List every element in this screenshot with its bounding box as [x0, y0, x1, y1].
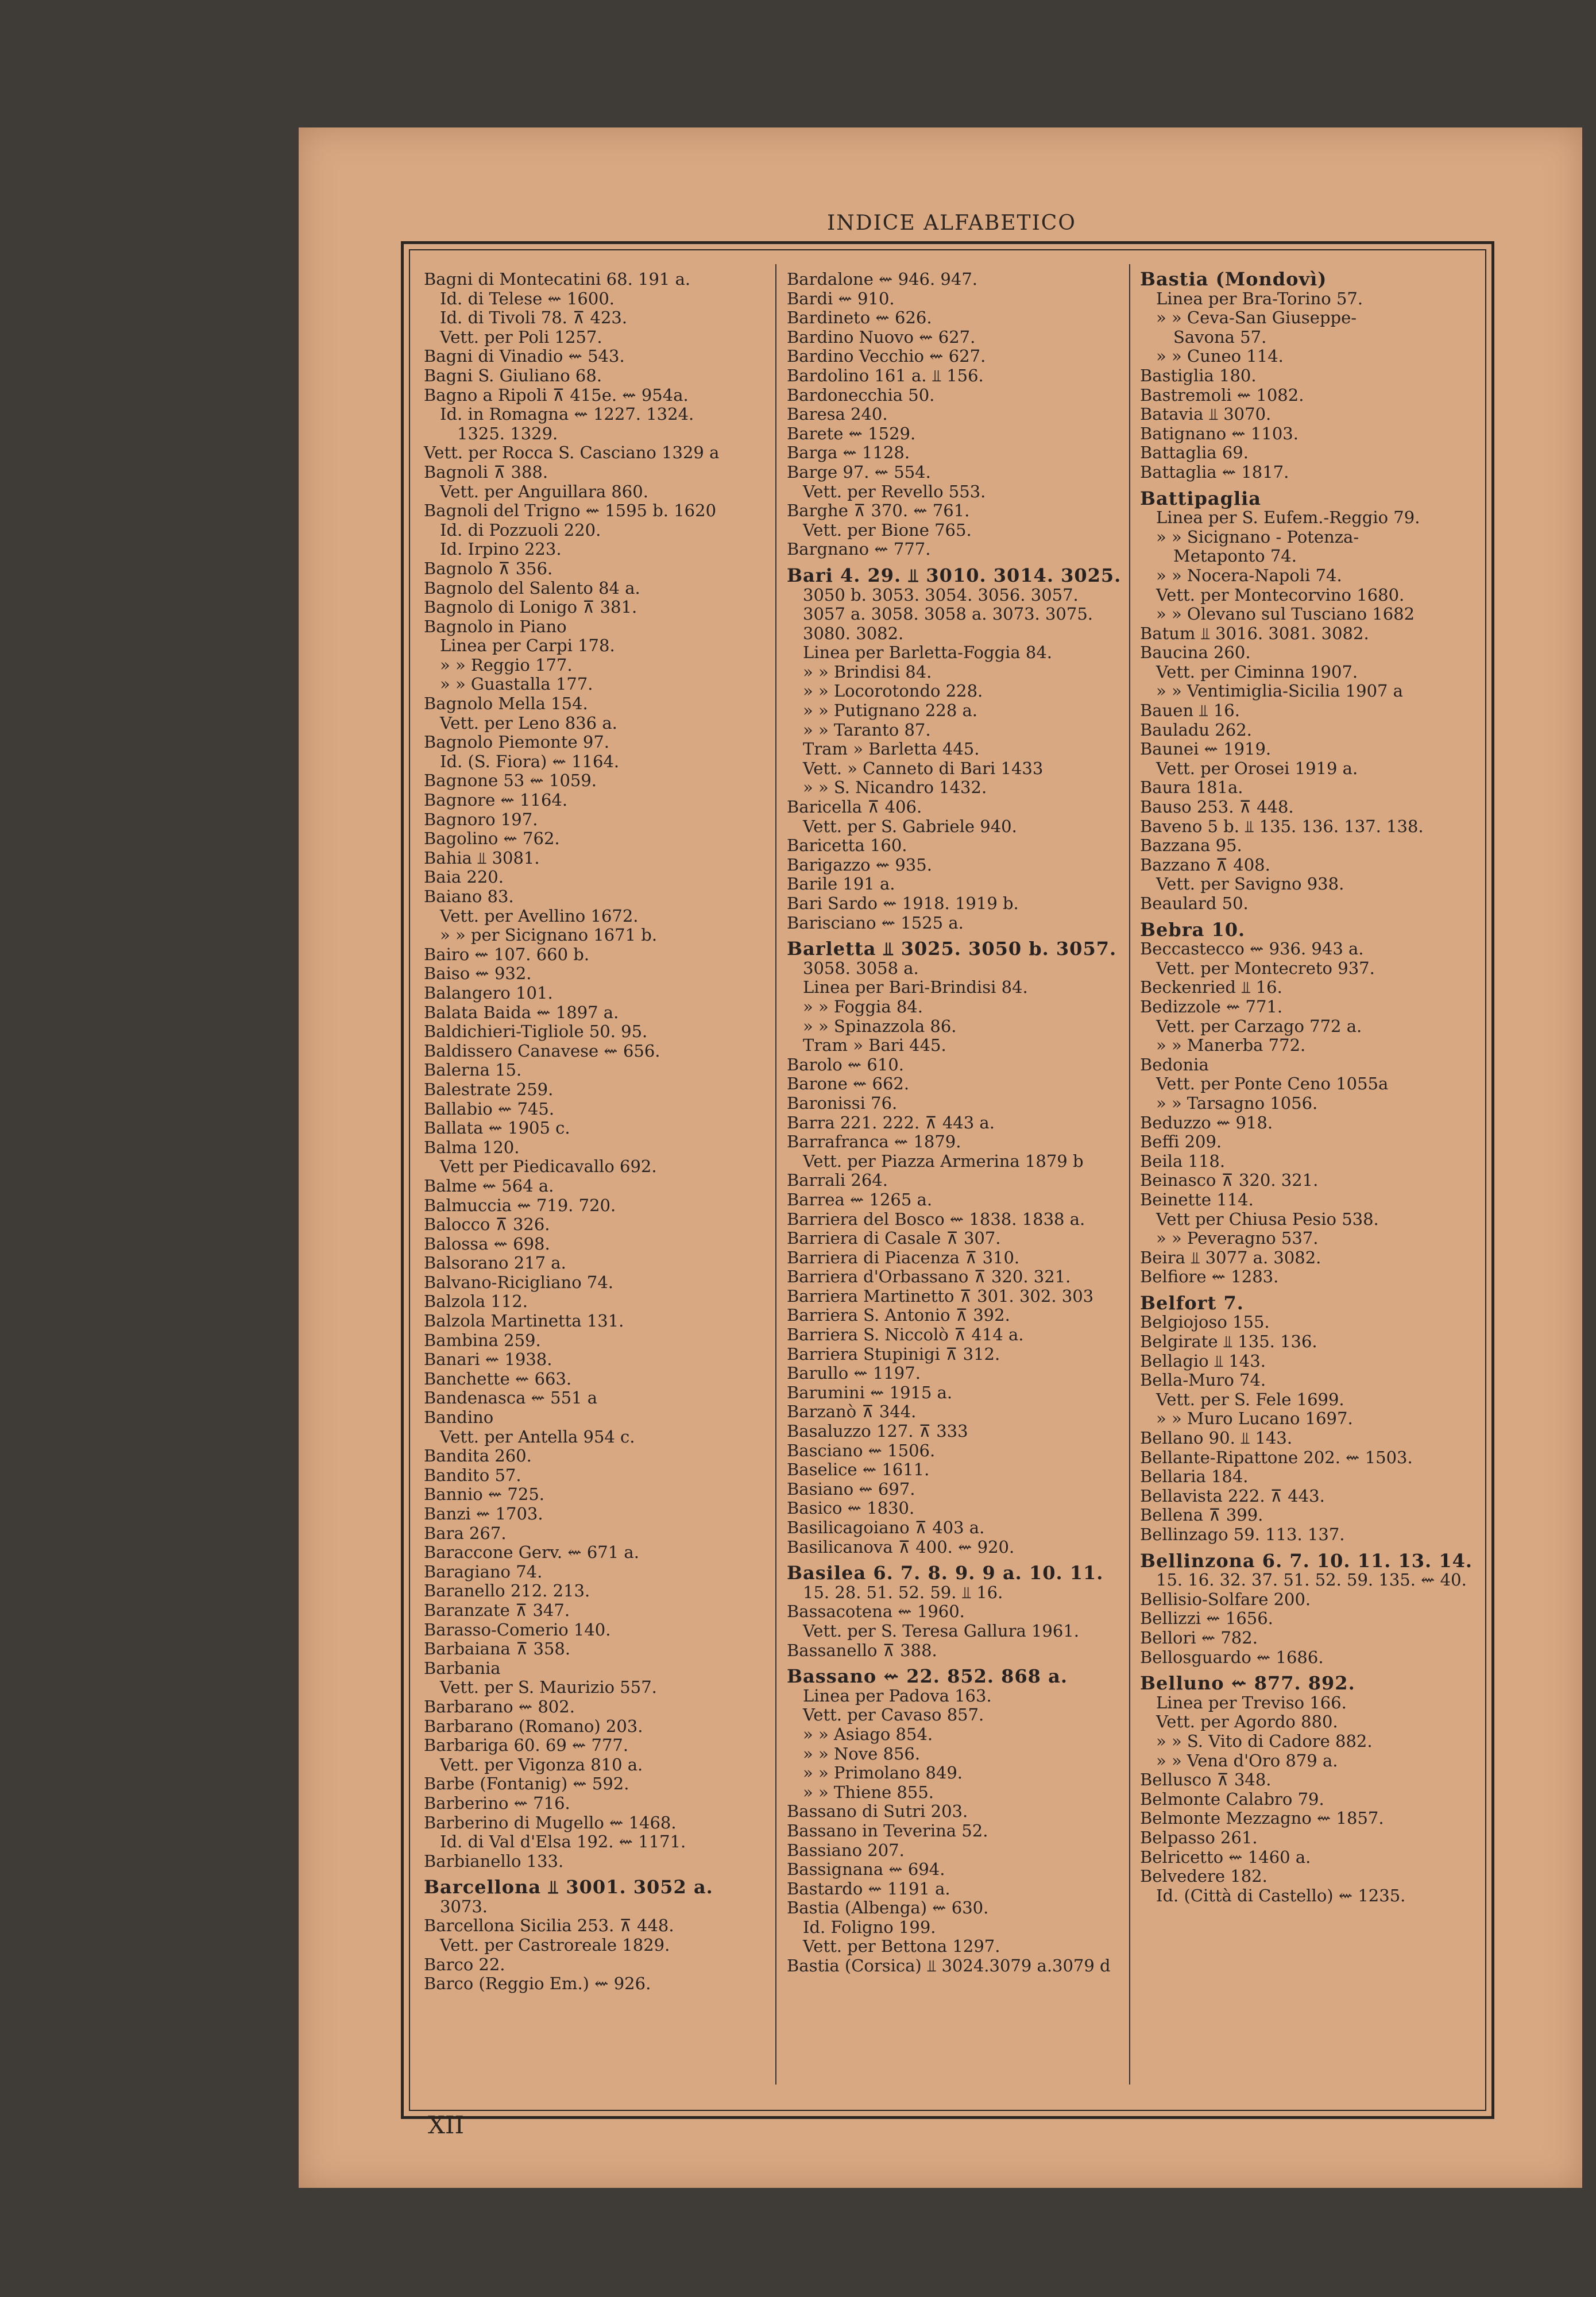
index-entry: Id. di Pozzuoli 220.: [440, 520, 601, 540]
index-entry: 3050 b. 3053. 3054. 3056. 3057.: [803, 585, 1079, 605]
index-entry: Balzola Martinetta 131.: [424, 1311, 624, 1331]
index-heading: Bassano ⇜ 22. 852. 868 a.: [787, 1665, 1068, 1688]
index-entry: Bellizzi ⇜ 1656.: [1140, 1608, 1273, 1629]
index-entry: Ballata ⇜ 1905 c.: [424, 1118, 570, 1138]
index-entry: Id. di Telese ⇜ 1600.: [440, 288, 615, 308]
index-entry: Bardolino 161 a. ⫫ 156.: [787, 365, 984, 385]
index-entry: Basico ⇜ 1830.: [787, 1498, 915, 1518]
index-entry: Bassano in Teverina 52.: [787, 1820, 988, 1840]
index-entry: Barigazzo ⇜ 935.: [787, 854, 932, 875]
index-entry: Bara 267.: [424, 1523, 507, 1543]
index-entry: Barasso-Comerio 140.: [424, 1619, 611, 1639]
index-entry: Barra 221. 222. ⊼ 443 a.: [787, 1112, 995, 1132]
index-entry: Bastardo ⇜ 1191 a.: [787, 1878, 950, 1898]
index-heading: Bellinzona 6. 7. 10. 11. 13. 14.: [1140, 1549, 1473, 1572]
index-entry: Barolo ⇜ 610.: [787, 1054, 904, 1074]
index-entry: Battaglia ⇜ 1817.: [1140, 462, 1289, 482]
index-entry: Barriera Martinetto ⊼ 301. 302. 303: [787, 1286, 1094, 1306]
index-entry: Bassiano 207.: [787, 1840, 905, 1860]
index-entry: 3080. 3082.: [803, 623, 904, 643]
index-entry: Linea per Carpi 178.: [440, 636, 615, 656]
index-entry: Beinette 114.: [1140, 1189, 1254, 1209]
index-entry: » » S. Vito di Cadore 882.: [1156, 1731, 1373, 1751]
index-entry: Banari ⇜ 1938.: [424, 1349, 552, 1370]
index-entry: Bellagio ⫫ 143.: [1140, 1351, 1266, 1371]
index-entry: Bandita 260.: [424, 1446, 532, 1466]
index-entry: 15. 28. 51. 52. 59. ⫫ 16.: [803, 1582, 1003, 1602]
index-entry: Barbariga 60. 69 ⇜ 777.: [424, 1735, 629, 1755]
index-entry: Baricella ⊼ 406.: [787, 797, 922, 817]
index-entry: » » S. Nicandro 1432.: [803, 778, 987, 798]
index-entry: Barga ⇜ 1128.: [787, 443, 910, 463]
index-entry: Bazzana 95.: [1140, 836, 1242, 856]
index-entry: Barbe (Fontanig) ⇜ 592.: [424, 1774, 629, 1794]
index-entry: » » Reggio 177.: [440, 655, 573, 675]
index-entry: Barriera di Piacenza ⊼ 310.: [787, 1247, 1020, 1267]
index-entry: Belmonte Mezzagno ⇜ 1857.: [1140, 1808, 1384, 1828]
index-entry: Barco (Reggio Em.) ⇜ 926.: [424, 1974, 651, 1994]
index-entry: Baranello 212. 213.: [424, 1581, 590, 1601]
index-entry: Barbarano ⇜ 802.: [424, 1696, 575, 1716]
index-entry: Bauen ⫫ 16.: [1140, 701, 1240, 721]
index-entry: Bagnore ⇜ 1164.: [424, 790, 568, 810]
index-heading: Barletta ⫫ 3025. 3050 b. 3057.: [787, 938, 1117, 960]
index-entry: Barbarano (Romano) 203.: [424, 1716, 643, 1736]
index-entry: Vett. per Savigno 938.: [1156, 874, 1344, 894]
index-entry: Bardalone ⇜ 946. 947.: [787, 269, 977, 289]
index-entry: Bagolino ⇜ 762.: [424, 829, 560, 849]
index-entry: 1325. 1329.: [457, 423, 558, 443]
index-entry: Balvano-Ricigliano 74.: [424, 1272, 613, 1292]
index-entry: Belmonte Calabro 79.: [1140, 1789, 1324, 1809]
index-entry: Basciano ⇜ 1506.: [787, 1440, 936, 1460]
index-entry: Bellena ⊼ 399.: [1140, 1505, 1263, 1525]
index-entry: Bassano di Sutri 203.: [787, 1801, 968, 1822]
index-entry: Balossa ⇜ 698.: [424, 1233, 550, 1254]
index-entry: Battaglia 69.: [1140, 443, 1249, 463]
index-entry: » » Primolano 849.: [803, 1763, 963, 1783]
index-entry: Baia 220.: [424, 867, 504, 887]
index-entry: Tram » Barletta 445.: [803, 739, 980, 759]
index-entry: Baranzate ⊼ 347.: [424, 1600, 570, 1620]
index-entry: » » Tarsagno 1056.: [1156, 1093, 1318, 1113]
index-entry: Id. (S. Fiora) ⇜ 1164.: [440, 751, 620, 771]
index-heading: Barcellona ⫫ 3001. 3052 a.: [424, 1876, 713, 1898]
index-entry: Bardino Vecchio ⇜ 627.: [787, 346, 986, 366]
index-entry: Linea per Bari-Brindisi 84.: [803, 977, 1028, 997]
index-entry: Balangero 101.: [424, 983, 553, 1003]
index-entry: Barriera S. Niccolò ⊼ 414 a.: [787, 1325, 1024, 1345]
index-entry: Baronissi 76.: [787, 1093, 898, 1113]
index-entry: 3057 a. 3058. 3058 a. 3073. 3075.: [803, 604, 1093, 624]
index-entry: Belvedere 182.: [1140, 1866, 1267, 1886]
index-entry: Id. di Tivoli 78. ⊼ 423.: [440, 308, 628, 328]
index-entry: Bagnoli ⊼ 388.: [424, 462, 548, 482]
index-entry: » » Ventimiglia-Sicilia 1907 a: [1156, 681, 1403, 701]
index-entry: Baura 181a.: [1140, 778, 1243, 798]
index-entry: Bassignana ⇜ 694.: [787, 1859, 945, 1880]
index-entry: Bagni di Montecatini 68. 191 a.: [424, 269, 691, 289]
index-entry: » » Muro Lucano 1697.: [1156, 1409, 1353, 1429]
index-entry: » » Manerba 772.: [1156, 1035, 1306, 1055]
index-entry: Bagni S. Giuliano 68.: [424, 365, 602, 385]
index-entry: Baldissero Canavese ⇜ 656.: [424, 1041, 660, 1061]
index-entry: Vett. per Anguillara 860.: [440, 481, 648, 501]
index-entry: Vett. per Leno 836 a.: [440, 713, 617, 733]
index-entry: Balma 120.: [424, 1137, 520, 1157]
index-entry: Id. di Val d'Elsa 192. ⇜ 1171.: [440, 1832, 686, 1852]
index-entry: Vett. per S. Fele 1699.: [1156, 1389, 1344, 1409]
index-entry: Barone ⇜ 662.: [787, 1074, 910, 1094]
index-entry: 15. 16. 32. 37. 51. 52. 59. 135. ⇜ 40.: [1156, 1570, 1467, 1590]
index-entry: Vett. » Canneto di Bari 1433: [803, 758, 1044, 778]
index-entry: Barete ⇜ 1529.: [787, 423, 916, 443]
index-entry: Balata Baida ⇜ 1897 a.: [424, 1002, 619, 1022]
index-entry: » » Olevano sul Tusciano 1682: [1156, 604, 1415, 624]
index-entry: Vett. per Bione 765.: [803, 520, 972, 540]
index-entry: Balestrate 259.: [424, 1079, 554, 1099]
index-entry: Bellisio-Solfare 200.: [1140, 1589, 1311, 1609]
index-entry: Beinasco ⊼ 320. 321.: [1140, 1170, 1319, 1190]
index-entry: Bagnoli del Trigno ⇜ 1595 b. 1620: [424, 501, 717, 521]
index-entry: Bellaria 184.: [1140, 1467, 1249, 1487]
index-entry: Bazzano ⊼ 408.: [1140, 854, 1270, 875]
index-entry: Barrafranca ⇜ 1879.: [787, 1132, 961, 1152]
index-entry: Baiano 83.: [424, 887, 514, 906]
index-entry: Baragiano 74.: [424, 1561, 543, 1581]
index-entry: Basilicanova ⊼ 400. ⇜ 920.: [787, 1537, 1015, 1557]
index-entry: » » Putignano 228 a.: [803, 701, 978, 721]
index-entry: Bagni di Vinadio ⇜ 543.: [424, 346, 625, 366]
index-entry: Linea per Barletta-Foggia 84.: [803, 643, 1053, 663]
index-entry: Bellosguardo ⇜ 1686.: [1140, 1647, 1324, 1667]
index-entry: Bellano 90. ⫫ 143.: [1140, 1428, 1293, 1448]
index-entry: Bassanello ⊼ 388.: [787, 1640, 937, 1660]
index-entry: Vett. per Castroreale 1829.: [440, 1935, 670, 1955]
index-entry: Baselice ⇜ 1611.: [787, 1460, 930, 1480]
index-entry: Vett. per Avellino 1672.: [440, 906, 639, 926]
index-entry: Bellusco ⊼ 348.: [1140, 1770, 1272, 1790]
index-entry: Tram » Bari 445.: [803, 1035, 946, 1055]
index-entry: Bauso 253. ⊼ 448.: [1140, 797, 1294, 817]
index-entry: Bellori ⇜ 782.: [1140, 1627, 1258, 1648]
index-entry: Baunei ⇜ 1919.: [1140, 739, 1272, 759]
index-entry: Id. in Romagna ⇜ 1227. 1324.: [440, 404, 694, 424]
index-entry: Savona 57.: [1173, 327, 1267, 347]
index-entry: Vett. per S. Teresa Gallura 1961.: [803, 1621, 1080, 1641]
index-entry: Beffi 209.: [1140, 1132, 1222, 1152]
index-entry: Batavia ⫫ 3070.: [1140, 404, 1272, 424]
index-entry: Bagnolo ⊼ 356.: [424, 558, 553, 578]
index-entry: » » Cuneo 114.: [1156, 346, 1284, 366]
index-entry: Bagnolo di Lonigo ⊼ 381.: [424, 597, 637, 617]
index-entry: Barco 22.: [424, 1954, 505, 1974]
index-entry: Vett. per Orosei 1919 a.: [1156, 758, 1358, 778]
index-entry: Batignano ⇜ 1103.: [1140, 423, 1299, 443]
index-entry: Balzola 112.: [424, 1291, 528, 1312]
index-entry: Belgirate ⫫ 135. 136.: [1140, 1332, 1317, 1352]
index-entry: » » Thiene 855.: [803, 1782, 934, 1802]
index-entry: Vett. per Piazza Armerina 1879 b: [803, 1151, 1084, 1171]
index-entry: Basilicagoiano ⊼ 403 a.: [787, 1518, 985, 1537]
index-entry: Barbania: [424, 1658, 501, 1678]
index-entry: Bagno a Ripoli ⊼ 415e. ⇜ 954a.: [424, 385, 689, 405]
index-entry: » » Locorotondo 228.: [803, 681, 983, 701]
index-entry: Barge 97. ⇜ 554.: [787, 462, 931, 482]
index-entry: Barbianello 133.: [424, 1851, 564, 1871]
index-entry: Baldichieri-Tigliole 50. 95.: [424, 1022, 648, 1042]
index-entry: Vett. per Revello 553.: [803, 481, 986, 501]
index-entry: Barberino di Mugello ⇜ 1468.: [424, 1812, 677, 1832]
index-entry: » » Foggia 84.: [803, 996, 923, 1016]
index-entry: Vett per Piedicavallo 692.: [440, 1157, 657, 1177]
index-entry: Vett. per Bettona 1297.: [803, 1936, 1000, 1956]
index-entry: Belgiojoso 155.: [1140, 1312, 1270, 1332]
index-entry: Bandenasca ⇜ 551 a: [424, 1388, 597, 1408]
index-entry: Baveno 5 b. ⫫ 135. 136. 137. 138.: [1140, 816, 1424, 836]
index-entry: Bagnolo Piemonte 97.: [424, 732, 609, 752]
index-entry: » » Nove 856.: [803, 1743, 921, 1764]
index-entry: Bannio ⇜ 725.: [424, 1484, 544, 1505]
index-entry: Bairo ⇜ 107. 660 b.: [424, 944, 590, 964]
index-entry: Bandito 57.: [424, 1465, 521, 1485]
index-entry: Barriera d'Orbassano ⊼ 320. 321.: [787, 1267, 1071, 1287]
index-entry: Bellavista 222. ⊼ 443.: [1140, 1486, 1325, 1506]
index-entry: Vett. per Montecreto 937.: [1156, 958, 1375, 978]
index-entry: Linea per Treviso 166.: [1156, 1692, 1347, 1712]
index-entry: Barberino ⇜ 716.: [424, 1793, 570, 1813]
index-entry: Barullo ⇜ 1197.: [787, 1363, 921, 1383]
index-entry: Id. Irpino 223.: [440, 539, 562, 559]
index-entry: Bastremoli ⇜ 1082.: [1140, 385, 1304, 405]
index-entry: Bauladu 262.: [1140, 720, 1252, 740]
index-entry: Barriera S. Antonio ⊼ 392.: [787, 1305, 1010, 1325]
index-entry: Balme ⇜ 564 a.: [424, 1175, 554, 1196]
index-column-2: [787, 270, 1120, 1976]
index-entry: Bandino: [424, 1407, 494, 1428]
index-entry: Vett. per Agordo 880.: [1156, 1712, 1338, 1732]
index-entry: Linea per Bra-Torino 57.: [1156, 288, 1363, 308]
index-entry: Ballabio ⇜ 745.: [424, 1099, 555, 1119]
index-entry: Baucina 260.: [1140, 643, 1251, 663]
index-entry: Bagnolo Mella 154.: [424, 694, 588, 714]
index-entry: Vett. per Poli 1257.: [440, 327, 602, 347]
index-entry: Batum ⫫ 3016. 3081. 3082.: [1140, 623, 1369, 643]
index-entry: Beduzzo ⇜ 918.: [1140, 1112, 1273, 1132]
index-entry: Metaponto 74.: [1173, 546, 1297, 566]
index-entry: Bella-Muro 74.: [1140, 1370, 1266, 1390]
index-entry: Beira ⫫ 3077 a. 3082.: [1140, 1247, 1321, 1267]
index-entry: » » Peveragno 537.: [1156, 1228, 1319, 1248]
index-entry: Baresa 240.: [787, 404, 888, 424]
index-entry: Bellante-Ripattone 202. ⇜ 1503.: [1140, 1447, 1413, 1467]
index-entry: Linea per S. Eufem.-Reggio 79.: [1156, 508, 1420, 528]
index-entry: Belpasso 261.: [1140, 1827, 1258, 1847]
index-entry: » » Ceva-San Giuseppe-: [1156, 308, 1357, 328]
index-entry: Bargnano ⇜ 777.: [787, 539, 931, 559]
index-entry: Baraccone Gerv. ⇜ 671 a.: [424, 1542, 639, 1563]
index-entry: Barriera Stupinigi ⊼ 312.: [787, 1344, 1000, 1364]
page-header: INDICE ALFABETICO: [827, 211, 1076, 235]
index-heading: Battipaglia: [1140, 487, 1262, 509]
index-heading: Belfort 7.: [1140, 1291, 1244, 1314]
index-entry: Bahia ⫫ 3081.: [424, 848, 540, 868]
index-entry: Barrali 264.: [787, 1170, 888, 1190]
index-entry: Beccastecco ⇜ 936. 943 a.: [1140, 939, 1364, 959]
index-entry: Barile 191 a.: [787, 874, 895, 894]
index-entry: Vett. per Cavaso 857.: [803, 1705, 984, 1725]
index-entry: » » Guastalla 177.: [440, 674, 593, 694]
index-entry: Barzanò ⊼ 344.: [787, 1402, 917, 1422]
index-column-3: [1140, 270, 1473, 1905]
index-entry: » » Taranto 87.: [803, 720, 931, 740]
index-entry: Bagnolo in Piano: [424, 616, 567, 636]
index-entry: » » per Sicignano 1671 b.: [440, 925, 658, 945]
index-entry: Bastia (Albenga) ⇜ 630.: [787, 1898, 989, 1918]
index-entry: Bardi ⇜ 910.: [787, 288, 895, 308]
index-entry: Linea per Padova 163.: [803, 1685, 992, 1706]
index-entry: Baricetta 160.: [787, 836, 907, 856]
index-entry: Bagnone 53 ⇜ 1059.: [424, 771, 597, 791]
index-entry: Vett. per Antella 954 c.: [440, 1426, 635, 1447]
index-entry: 3058. 3058 a.: [803, 958, 919, 978]
index-entry: » » Spinazzola 86.: [803, 1016, 957, 1036]
index-entry: » » Sicignano - Potenza-: [1156, 527, 1359, 547]
index-column-1: [424, 270, 757, 1994]
index-entry: Baiso ⇜ 932.: [424, 964, 532, 984]
index-entry: Barcellona Sicilia 253. ⊼ 448.: [424, 1916, 674, 1936]
index-entry: Basaluzzo 127. ⊼ 333: [787, 1421, 968, 1441]
index-entry: Bambina 259.: [424, 1330, 541, 1350]
index-entry: Belricetto ⇜ 1460 a.: [1140, 1847, 1311, 1867]
index-entry: Beaulard 50.: [1140, 894, 1249, 913]
index-entry: Balsorano 217 a.: [424, 1253, 566, 1273]
column-separator: [1129, 264, 1130, 2085]
index-entry: Bardino Nuovo ⇜ 627.: [787, 327, 976, 347]
index-entry: Vett. per Ponte Ceno 1055a: [1156, 1074, 1389, 1094]
index-entry: » » Vena d'Oro 879 a.: [1156, 1750, 1338, 1770]
index-entry: Beckenried ⫫ 16.: [1140, 977, 1282, 997]
index-entry: Belfiore ⇜ 1283.: [1140, 1267, 1279, 1287]
index-entry: Bagnoro 197.: [424, 809, 538, 829]
index-heading: Bebra 10.: [1140, 918, 1246, 941]
index-entry: Barriera del Bosco ⇜ 1838. 1838 a.: [787, 1209, 1085, 1229]
index-entry: Vett. per S. Gabriele 940.: [803, 816, 1017, 836]
index-entry: Bardonecchia 50.: [787, 385, 935, 405]
index-heading: Basilea 6. 7. 8. 9. 9 a. 10. 11.: [787, 1562, 1104, 1584]
index-heading: Bastia (Mondovì): [1140, 268, 1327, 290]
index-entry: Vett. per Montecorvino 1680.: [1156, 585, 1405, 605]
index-entry: » » Brindisi 84.: [803, 662, 932, 682]
index-entry: Vett. per Carzago 772 a.: [1156, 1016, 1362, 1036]
index-entry: Bastia (Corsica) ⫫ 3024.3079 a.3079 d: [787, 1956, 1111, 1976]
page-number: XII: [428, 2111, 465, 2139]
index-entry: Bari Sardo ⇜ 1918. 1919 b.: [787, 894, 1019, 913]
index-entry: Barumini ⇜ 1915 a.: [787, 1382, 953, 1402]
index-entry: Banchette ⇜ 663.: [424, 1368, 572, 1389]
index-entry: » » Asiago 854.: [803, 1724, 933, 1744]
index-entry: Vett. per Ciminna 1907.: [1156, 662, 1358, 682]
index-entry: Id. Foligno 199.: [803, 1917, 936, 1937]
index-entry: » » Nocera-Napoli 74.: [1156, 565, 1342, 585]
index-entry: Vett per Chiusa Pesio 538.: [1156, 1209, 1379, 1229]
index-entry: Barriera di Casale ⊼ 307.: [787, 1228, 1001, 1248]
index-entry: Basiano ⇜ 697.: [787, 1479, 915, 1499]
index-entry: Bastiglia 180.: [1140, 365, 1257, 385]
index-entry: Bagnolo del Salento 84 a.: [424, 578, 640, 598]
index-entry: Barbaiana ⊼ 358.: [424, 1639, 571, 1659]
index-entry: Bedonia: [1140, 1054, 1209, 1074]
index-entry: Bedizzole ⇜ 771.: [1140, 996, 1283, 1016]
index-entry: 3073.: [440, 1896, 488, 1916]
index-heading: Belluno ⇜ 877. 892.: [1140, 1672, 1355, 1695]
index-entry: Banzi ⇜ 1703.: [424, 1504, 543, 1523]
index-entry: Barrea ⇜ 1265 a.: [787, 1189, 933, 1209]
index-entry: Id. (Città di Castello) ⇜ 1235.: [1156, 1885, 1406, 1905]
index-heading: Bari 4. 29. ⫫ 3010. 3014. 3025.: [787, 564, 1122, 586]
index-entry: Barisciano ⇜ 1525 a.: [787, 912, 964, 933]
index-entry: Bassacotena ⇜ 1960.: [787, 1602, 965, 1622]
index-entry: Vett. per S. Maurizio 557.: [440, 1677, 657, 1697]
column-separator: [775, 264, 776, 2085]
index-entry: Bellinzago 59. 113. 137.: [1140, 1525, 1345, 1544]
index-entry: Balmuccia ⇜ 719. 720.: [424, 1195, 616, 1215]
index-entry: Balerna 15.: [424, 1060, 522, 1080]
index-entry: Balocco ⊼ 326.: [424, 1215, 550, 1235]
index-entry: Beila 118.: [1140, 1151, 1226, 1171]
index-entry: Vett. per Vigonza 810 a.: [440, 1754, 643, 1774]
index-entry: Bardineto ⇜ 626.: [787, 308, 932, 328]
index-entry: Vett. per Rocca S. Casciano 1329 a: [424, 443, 720, 463]
index-entry: Barghe ⊼ 370. ⇜ 761.: [787, 501, 970, 521]
